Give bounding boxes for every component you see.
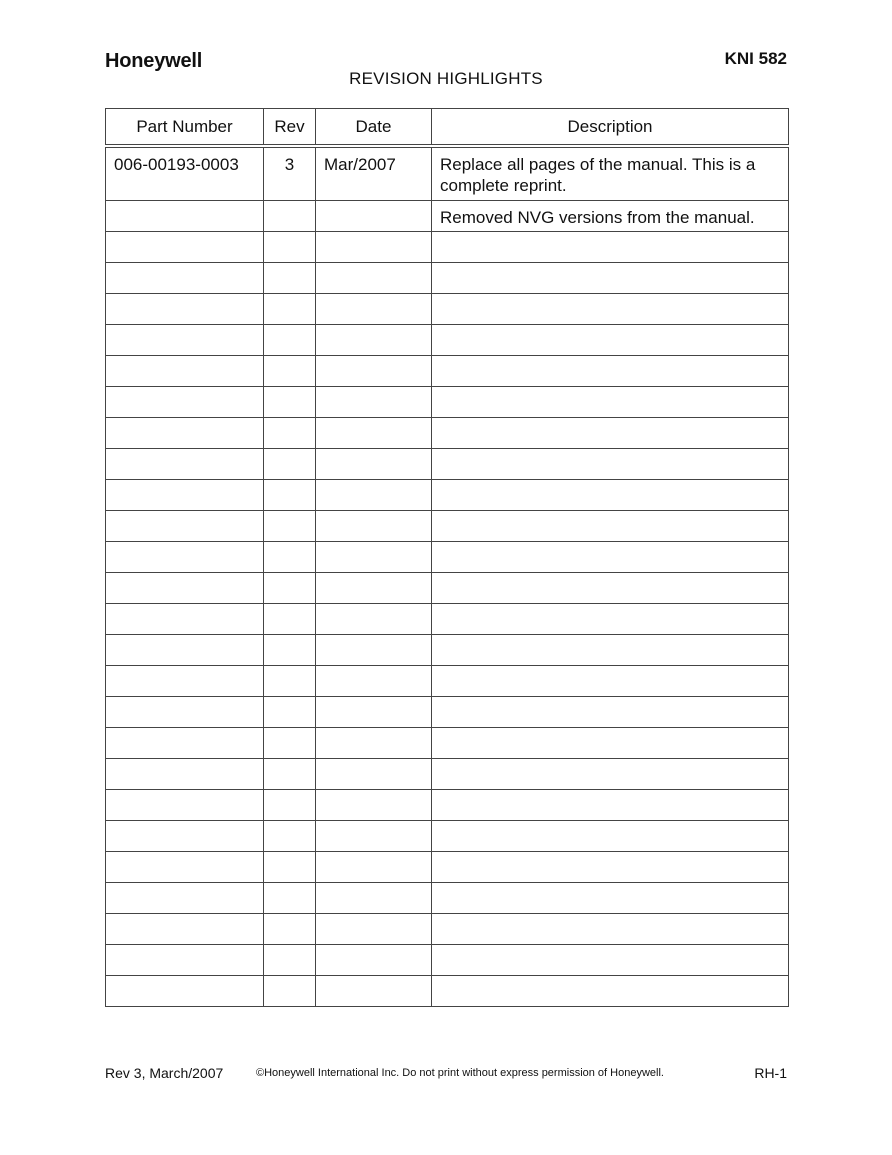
date-cell [316,262,432,293]
rev-cell [264,975,316,1006]
part-number-cell [106,355,264,386]
column-header-date: Date [316,109,432,147]
date-cell [316,448,432,479]
date-cell [316,665,432,696]
rev-cell [264,789,316,820]
description-cell [432,386,789,417]
part-number-cell [106,572,264,603]
description-cell [432,944,789,975]
part-number-cell [106,510,264,541]
footer-page-number: RH-1 [754,1065,787,1081]
part-number-cell [106,417,264,448]
rev-cell [264,913,316,944]
table-row [106,541,789,572]
rev-cell [264,603,316,634]
table-row [106,820,789,851]
part-number-cell [106,882,264,913]
date-cell [316,231,432,262]
table-row [106,634,789,665]
honeywell-logo: Honeywell [105,50,203,72]
rev-cell [264,820,316,851]
column-header-description: Description [432,109,789,147]
date-cell [316,975,432,1006]
part-number-cell [106,665,264,696]
date-cell [316,820,432,851]
description-cell: Removed NVG versions from the manual. [432,200,789,231]
part-number-cell [106,479,264,510]
date-cell: Mar/2007 [316,146,432,200]
rev-cell [264,417,316,448]
date-cell [316,355,432,386]
table-row [106,696,789,727]
rev-cell [264,231,316,262]
table-row [106,727,789,758]
table-row [106,603,789,634]
part-number-cell [106,324,264,355]
document-id: KNI 582 [724,49,787,68]
date-cell [316,510,432,541]
part-number-cell [106,231,264,262]
description-cell [432,851,789,882]
table-row [106,851,789,882]
rev-cell [264,851,316,882]
part-number-cell [106,448,264,479]
date-cell [316,882,432,913]
description-cell [432,882,789,913]
part-number-cell [106,820,264,851]
table-row [106,758,789,789]
part-number-cell [106,634,264,665]
table-row [106,944,789,975]
revision-table [105,108,789,1007]
description-cell [432,603,789,634]
table-row [106,386,789,417]
rev-cell [264,541,316,572]
rev-cell [264,944,316,975]
rev-cell [264,262,316,293]
table-row [106,448,789,479]
date-cell [316,851,432,882]
rev-cell: 3 [264,146,316,200]
description-cell [432,510,789,541]
description-cell [432,262,789,293]
part-number-cell [106,541,264,572]
rev-cell [264,634,316,665]
date-cell [316,758,432,789]
rev-cell [264,510,316,541]
description-cell [432,975,789,1006]
rev-cell [264,355,316,386]
table-row [106,146,789,200]
date-cell [316,386,432,417]
part-number-cell [106,696,264,727]
part-number-cell [106,603,264,634]
table-row [106,789,789,820]
part-number-cell [106,851,264,882]
description-cell [432,324,789,355]
rev-cell [264,479,316,510]
table-row [106,293,789,324]
description-cell [432,355,789,386]
description-cell [432,758,789,789]
date-cell [316,541,432,572]
date-cell [316,572,432,603]
rev-cell [264,727,316,758]
rev-cell [264,200,316,231]
table-row [106,262,789,293]
date-cell [316,324,432,355]
part-number-cell [106,293,264,324]
date-cell [316,200,432,231]
rev-cell [264,293,316,324]
part-number-cell: 006-00193-0003 [106,146,264,200]
date-cell [316,727,432,758]
description-cell [432,417,789,448]
description-cell [432,231,789,262]
rev-cell [264,758,316,789]
table-row [106,417,789,448]
date-cell [316,479,432,510]
table-row [106,479,789,510]
rev-cell [264,882,316,913]
description-cell [432,727,789,758]
date-cell [316,417,432,448]
date-cell [316,696,432,727]
part-number-cell [106,944,264,975]
date-cell [316,944,432,975]
description-cell [432,665,789,696]
part-number-cell [106,262,264,293]
table-row [106,665,789,696]
table-row [106,510,789,541]
table-row [106,355,789,386]
date-cell [316,634,432,665]
table-row [106,231,789,262]
date-cell [316,603,432,634]
rev-cell [264,696,316,727]
rev-cell [264,386,316,417]
part-number-cell [106,758,264,789]
description-cell [432,541,789,572]
part-number-cell [106,913,264,944]
part-number-cell [106,975,264,1006]
rev-cell [264,324,316,355]
description-cell [432,634,789,665]
description-cell [432,820,789,851]
rev-cell [264,665,316,696]
column-header-rev: Rev [264,109,316,147]
date-cell [316,913,432,944]
footer-revision: Rev 3, March/2007 [105,1065,224,1081]
table-row [106,572,789,603]
description-cell [432,913,789,944]
description-cell [432,293,789,324]
table-row [106,324,789,355]
rev-cell [264,572,316,603]
description-cell: Replace all pages of the manual. This is a complete reprint. [432,146,789,200]
table-row [106,913,789,944]
description-cell [432,696,789,727]
part-number-cell [106,789,264,820]
table-row [106,975,789,1006]
part-number-cell [106,386,264,417]
description-cell [432,448,789,479]
footer-copyright: ©Honeywell International Inc. Do not print without express permission of Honeywell. [256,1067,664,1079]
description-cell [432,789,789,820]
date-cell [316,293,432,324]
part-number-cell [106,727,264,758]
table-row [106,882,789,913]
table-header-row [106,109,789,147]
part-number-cell [106,200,264,231]
page-title: REVISION HIGHLIGHTS [349,69,543,88]
column-header-part-number: Part Number [106,109,264,147]
description-cell [432,572,789,603]
description-cell [432,479,789,510]
rev-cell [264,448,316,479]
table-row [106,200,789,231]
date-cell [316,789,432,820]
